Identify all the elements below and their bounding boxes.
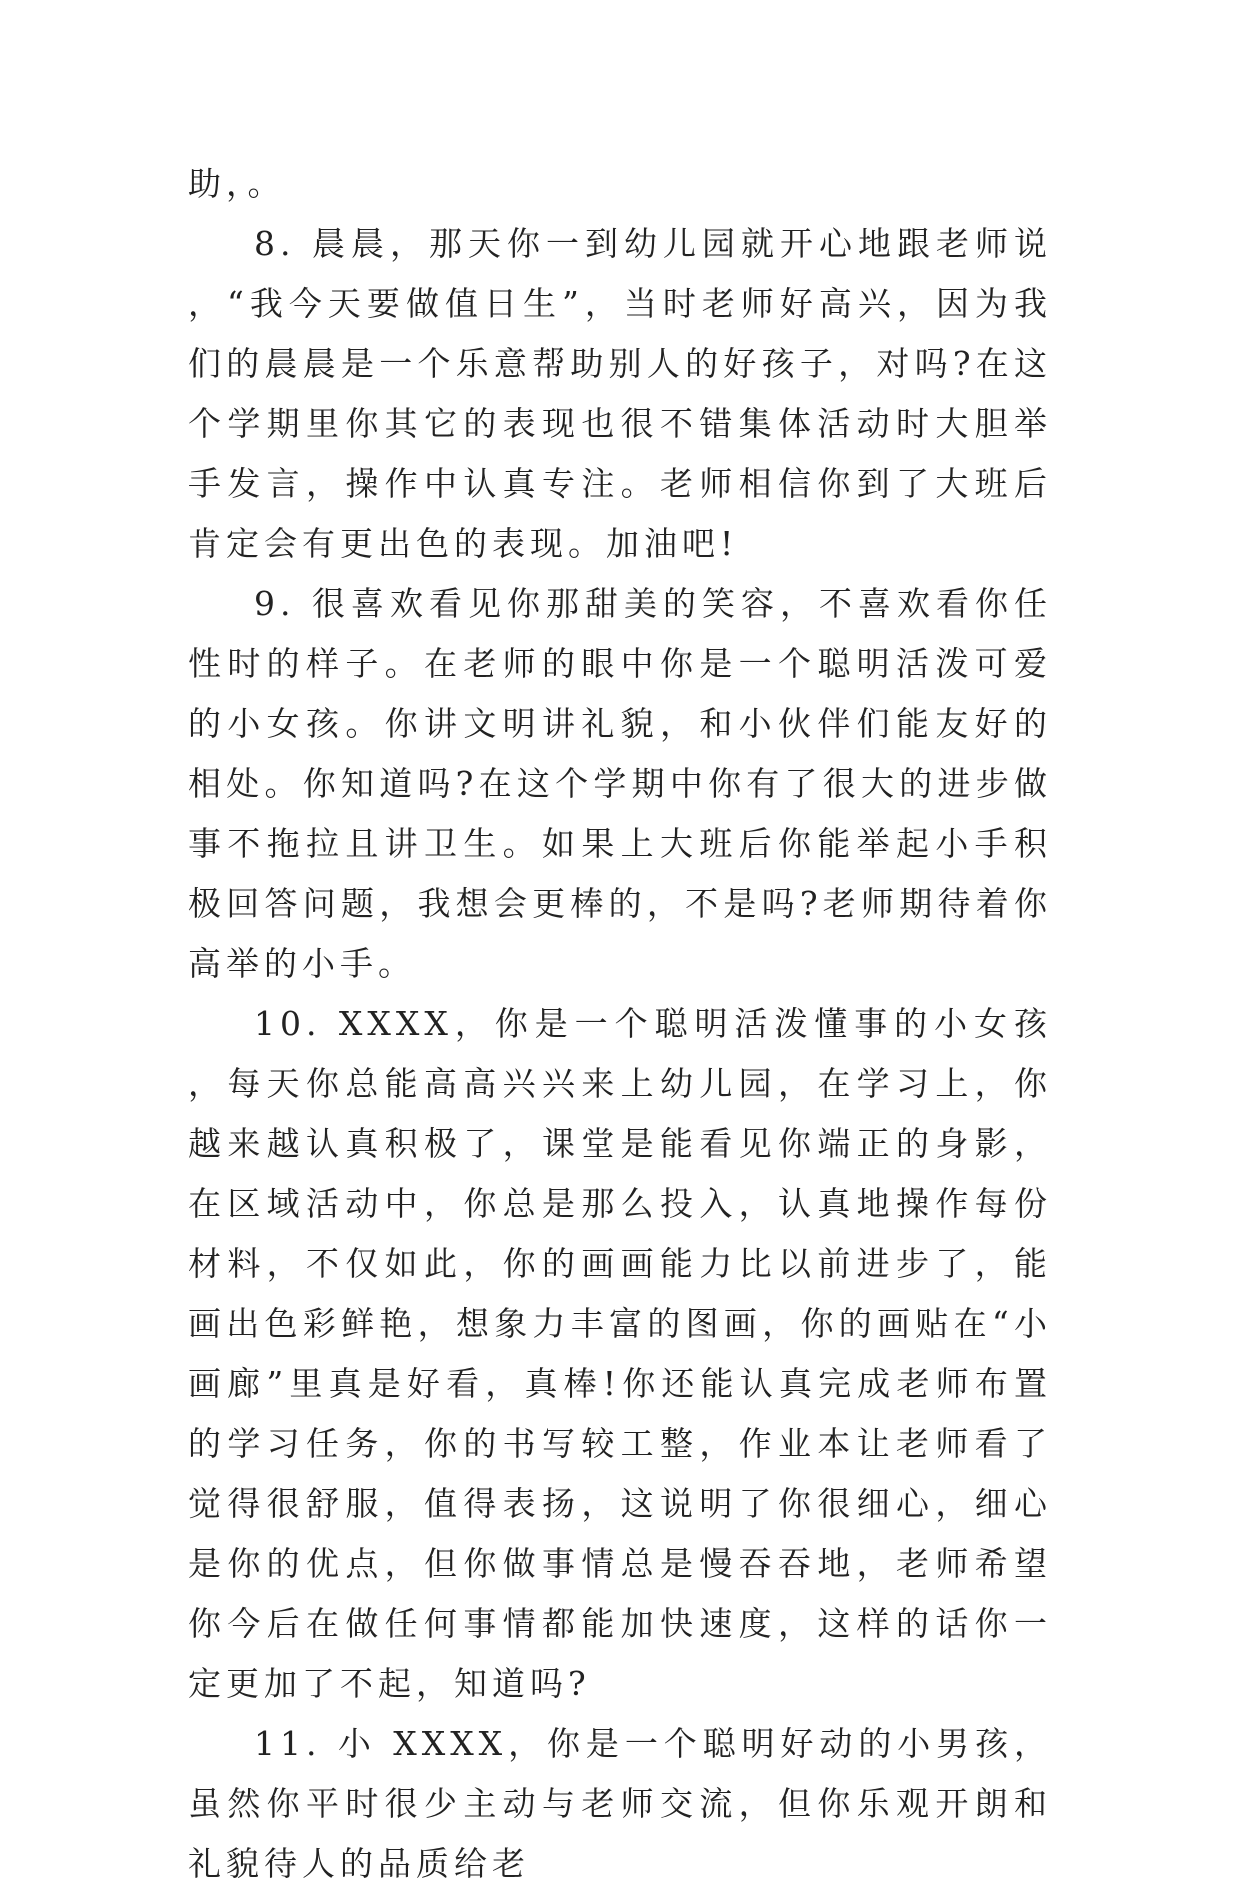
paragraph-continuation: 助，。 — [188, 164, 286, 203]
paragraph-comment-9: 9. 很喜欢看见你那甜美的笑容，不喜欢看你任性时的样子。在老师的眼中你是一个聪明活泼可爱的小女孩。你讲文明讲礼貌，和小伙伴们能友好的相处。你知道吗?在这个学期中你有了很大的进步做事不拖拉且讲卫生。如果上大班后你能举起小手积极回答问题，我想会更棒的，不是吗?老师期待着你高举的小手。 — [188, 584, 1052, 983]
paragraph-comment-11: 11. 小 XXXX，你是一个聪明好动的小男孩，虽然你平时很少主动与老师交流，但你乐观开朗和礼貌待人的品质给老 — [188, 1724, 1052, 1883]
paragraph-comment-10: 10. XXXX，你是一个聪明活泼懂事的小女孩，每天你总能高高兴兴来上幼儿园，在学习上，你越来越认真积极了，课堂是能看见你端正的身影，在区域活动中，你总是那么投入，认真地操作每份材料，不仅如此，你的画画能力比以前进步了，能画出色彩鲜艳，想象力丰富的图画，你的画贴在“小画廊”里真是好看，真棒!你还能认真完成老师布置的学习任务，你的书写较工整，作业本让老师看了觉得很舒服，值得表扬，这说明了你很细心，细心是你的优点，但你做事情总是慢吞吞地，老师希望你今后在做任何事情都能加快速度，这样的话你一定更加了不起，知道吗? — [188, 1004, 1052, 1703]
document-body — [188, 154, 1052, 1894]
paragraph-comment-8: 8. 晨晨，那天你一到幼儿园就开心地跟老师说，“我今天要做值日生”，当时老师好高兴，因为我们的晨晨是一个乐意帮助别人的好孩子，对吗?在这个学期里你其它的表现也很不错集体活动时大胆举手发言，操作中认真专注。老师相信你到了大班后肯定会有更出色的表现。加油吧! — [188, 224, 1052, 563]
